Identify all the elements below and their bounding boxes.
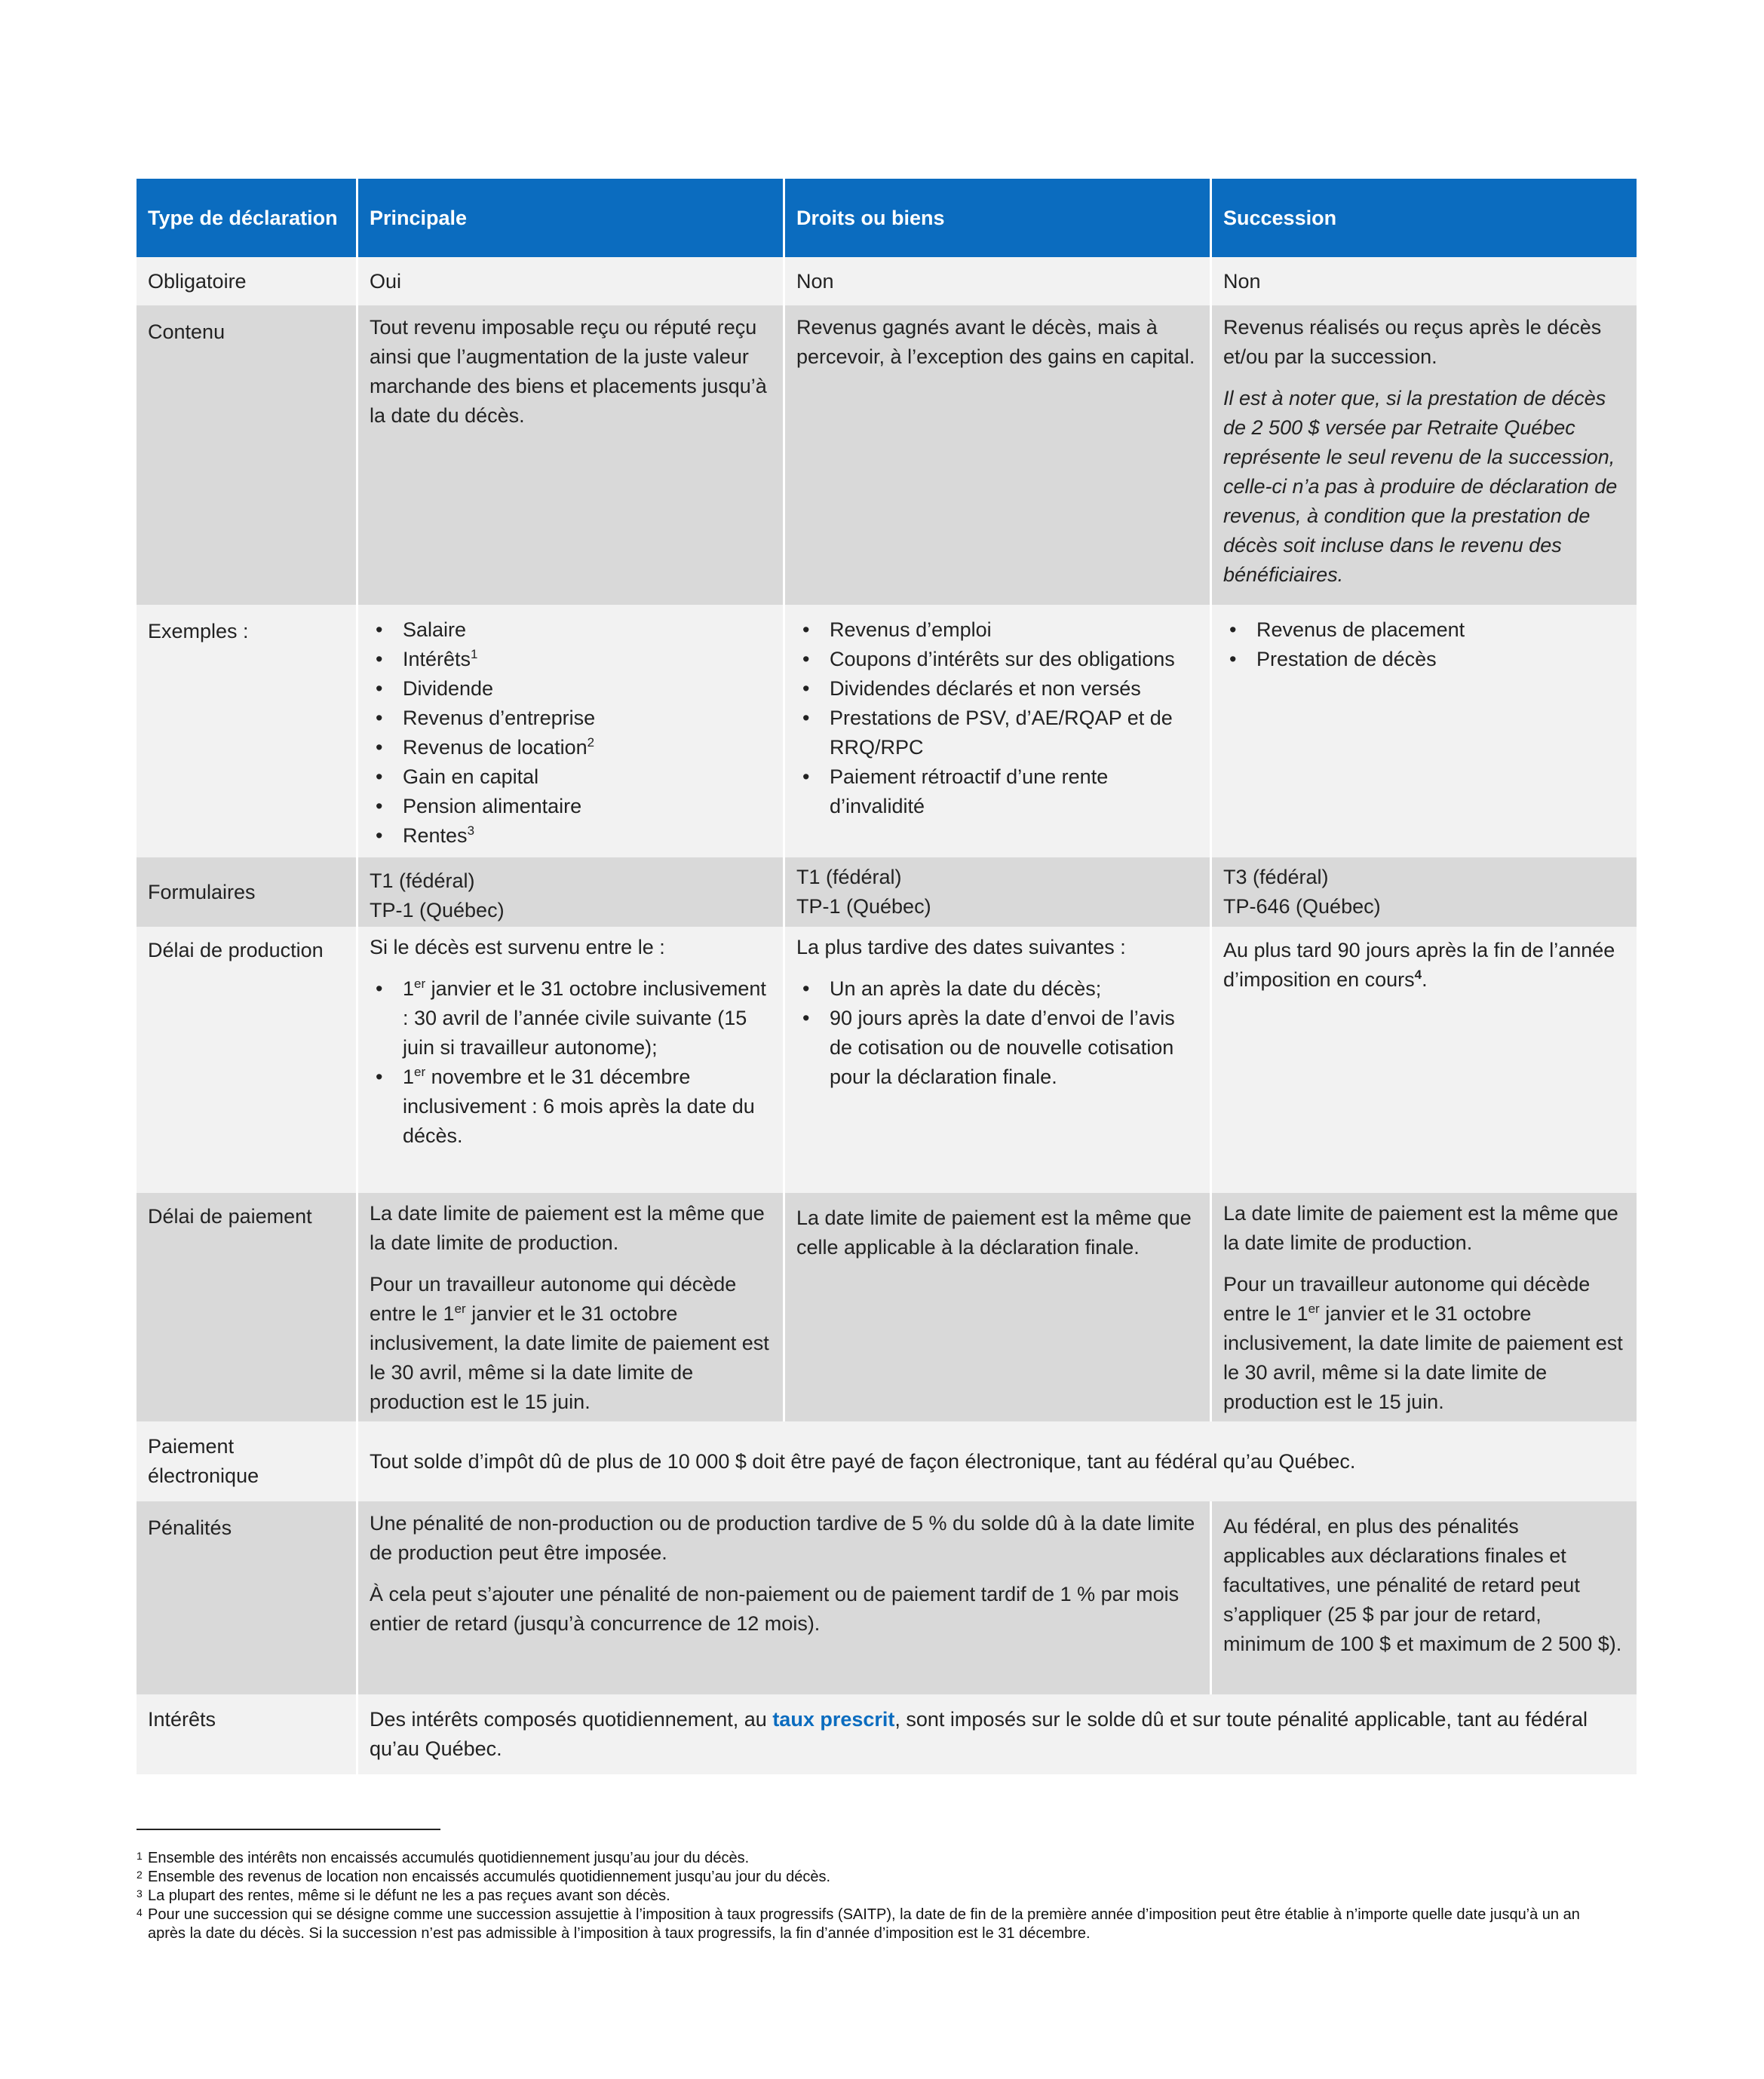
cell-text: Pour un travailleur autonome qui décède entre le 1er janvier et le 31 octobre inclusivement, la date limite de paiement est le 30 avril, même si la date limite de production est le 15 juin. (370, 1273, 769, 1413)
cell-principale: Oui (356, 257, 783, 305)
cell-droits (783, 927, 1210, 1193)
list-item: • 1er novembre et le 31 décembre inclusivement : 6 mois après la date du décès. (370, 1062, 772, 1151)
cell-principale (356, 927, 783, 1193)
cell-droits (783, 857, 1210, 927)
examples-list (370, 615, 772, 851)
row-paiement-electronique (137, 1421, 1637, 1501)
examples-list (1223, 615, 1625, 674)
cell-text: À cela peut s’ajouter une pénalité de non-paiement ou de paiement tardif de 1 % par mois entier de retard (jusqu’à concurrence de 12 mois). (370, 1583, 1180, 1635)
list-item: • Revenus de placement (1223, 615, 1625, 645)
row-obligatoire (137, 257, 1637, 305)
list-item: • Paiement rétroactif d’une rente d’invalidité (796, 762, 1198, 821)
cell-text: La plus tardive des dates suivantes : (796, 936, 1126, 958)
list-item: • Gain en capital (370, 762, 772, 792)
cell-text: La date limite de paiement est la même que la date limite de production. (370, 1202, 765, 1254)
row-formulaires (137, 857, 1637, 927)
cell-droits (783, 305, 1210, 605)
declaration-table (137, 179, 1637, 1774)
cell-text: La date limite de paiement est la même que celle applicable à la déclaration finale. (796, 1207, 1192, 1259)
header-droits: Droits ou biens (783, 179, 1210, 257)
cell-text: La date limite de paiement est la même que la date limite de production. (1223, 1202, 1618, 1254)
cell-text: Une pénalité de non-production ou de production tardive de 5 % du solde dû à la date limite de production peut être imposée. (370, 1512, 1195, 1564)
cell-text: Revenus gagnés avant le décès, mais à percevoir, à l’exception des gains en capital. (796, 316, 1195, 368)
footnotes (137, 1849, 1615, 1943)
cell-succession (1210, 305, 1637, 605)
list-item: • 90 jours après la date d’envoi de l’avis de cotisation ou de nouvelle cotisation pour la déclaration finale. (796, 1004, 1198, 1092)
cell-principale (356, 857, 783, 927)
row-contenu (137, 305, 1637, 605)
cell-merged: Tout solde d’impôt dû de plus de 10 000 $ doit être payé de façon électronique, tant au fédéral qu’au Québec. (356, 1421, 1637, 1501)
cell-droits (783, 1193, 1210, 1421)
list-item: • Pension alimentaire (370, 792, 772, 821)
form-federal: T1 (fédéral) (796, 866, 902, 888)
cell-merged (356, 1501, 1210, 1694)
cell-succession (1210, 1193, 1637, 1421)
row-label: Délai de production (148, 939, 324, 961)
form-quebec: TP-1 (Québec) (370, 899, 505, 921)
cell-succession (1210, 1501, 1637, 1694)
row-delai-production (137, 927, 1637, 1193)
cell-principale (356, 305, 783, 605)
taux-prescrit-link[interactable]: taux prescrit (772, 1708, 895, 1731)
cell-text: Revenus réalisés ou reçus après le décès et/ou par la succession. (1223, 316, 1602, 368)
list-item: • Rentes$^3$ (370, 821, 772, 851)
cell-principale (356, 1193, 783, 1421)
deadline-list (796, 974, 1198, 1092)
cell-text: Si le décès est survenu entre le : (370, 936, 665, 958)
row-delai-paiement (137, 1193, 1637, 1421)
row-label: Délai de paiement (148, 1205, 312, 1228)
row-label: Formulaires (148, 880, 256, 903)
cell-succession (1210, 605, 1637, 857)
cell-droits: Non (783, 257, 1210, 305)
footnote: 1 Ensemble des intérêts non encaissés accumulés quotidiennement jusqu’au jour du décès. (137, 1850, 750, 1866)
footnote-separator (137, 1829, 440, 1830)
header-type: Type de déclaration (148, 206, 338, 229)
row-interets (137, 1694, 1637, 1774)
list-item: • Dividende (370, 674, 772, 704)
cell-merged: Des intérêts composés quotidiennement, au taux prescrit, sont imposés sur le solde dû et sur toute pénalité applicable, tant au fédéral qu’au Québec. (356, 1694, 1637, 1774)
row-exemples (137, 605, 1637, 857)
list-item: • Salaire (370, 615, 772, 645)
cell-text: Au fédéral, en plus des pénalités applicables aux déclarations finales et facultatives, une pénalité de retard peut s’appliquer (25 $ par jour de retard, minimum de 100 $ et maximum de 2 500 $). (1223, 1515, 1622, 1655)
cell-succession: Non (1210, 257, 1637, 305)
list-item: • Revenus d’emploi (796, 615, 1198, 645)
list-item: • Dividendes déclarés et non versés (796, 674, 1198, 704)
form-quebec: TP-646 (Québec) (1223, 895, 1381, 918)
list-item: • Prestations de PSV, d’AE/RQAP et de RRQ/RPC (796, 704, 1198, 762)
cell-principale (356, 605, 783, 857)
footnote: 4 Pour une succession qui se désigne comme une succession assujettie à l’imposition à taux progressifs (SAITP), la date de fin de la première année d’imposition peut être établie à n’importe quelle date jusqu’à un an après la date du décès. Si la succession n’est pas admissible à l’imposition à taux progressifs, la fin d’année d’imposition est le 31 décembre. (137, 1906, 1580, 1942)
header-succession: Succession (1210, 179, 1637, 257)
cell-text: Tout revenu imposable reçu ou réputé reçu ainsi que l’augmentation de la juste valeur marchande des biens et placements jusqu’à la date du décès. (370, 316, 767, 427)
row-label: Pénalités (148, 1516, 232, 1539)
row-label: Paiement électronique (148, 1435, 259, 1487)
header-principale: Principale (356, 179, 783, 257)
list-item: • Revenus de location$^2$ (370, 733, 772, 762)
cell-succession (1210, 927, 1637, 1193)
deadline-list (370, 974, 772, 1151)
footnote: 2 Ensemble des revenus de location non encaissés accumulés quotidiennement jusqu’au jour du décès. (137, 1869, 831, 1885)
form-federal: T1 (fédéral) (370, 869, 475, 892)
cell-text: Au plus tard 90 jours après la fin de l’année d’imposition en cours$^4$. (1223, 939, 1615, 991)
examples-list (796, 615, 1198, 821)
form-quebec: TP-1 (Québec) (796, 895, 931, 918)
form-federal: T3 (fédéral) (1223, 866, 1329, 888)
cell-text: Pour un travailleur autonome qui décède entre le 1er janvier et le 31 octobre inclusivement, la date limite de paiement est le 30 avril, même si la date limite de production est le 15 juin. (1223, 1273, 1623, 1413)
list-item: • Intérêts$^1$ (370, 645, 772, 674)
cell-droits (783, 605, 1210, 857)
succession-note: Il est à noter que, si la prestation de décès de 2 500 $ versée par Retraite Québec représente le seul revenu de la succession, celle-ci n’a pas à produire de déclaration de revenus, à condition que la prestation de décès soit incluse dans le revenu des bénéficiaires. (1223, 387, 1618, 586)
table-header (137, 179, 1637, 257)
list-item: • Coupons d’intérêts sur des obligations (796, 645, 1198, 674)
cell-succession (1210, 857, 1637, 927)
row-label: Intérêts (148, 1708, 216, 1731)
row-label: Exemples : (148, 620, 249, 642)
list-item: • Prestation de décès (1223, 645, 1625, 674)
list-item: • Un an après la date du décès; (796, 974, 1198, 1004)
row-label: Obligatoire (148, 269, 247, 293)
list-item: • Revenus d’entreprise (370, 704, 772, 733)
row-penalites (137, 1501, 1637, 1694)
row-label: Contenu (148, 320, 225, 343)
footnote: 3 La plupart des rentes, même si le défunt ne les a pas reçues avant son décès. (137, 1887, 670, 1904)
list-item: • 1er janvier et le 31 octobre inclusivement : 30 avril de l’année civile suivante (15 juin si travailleur autonome); (370, 974, 772, 1062)
